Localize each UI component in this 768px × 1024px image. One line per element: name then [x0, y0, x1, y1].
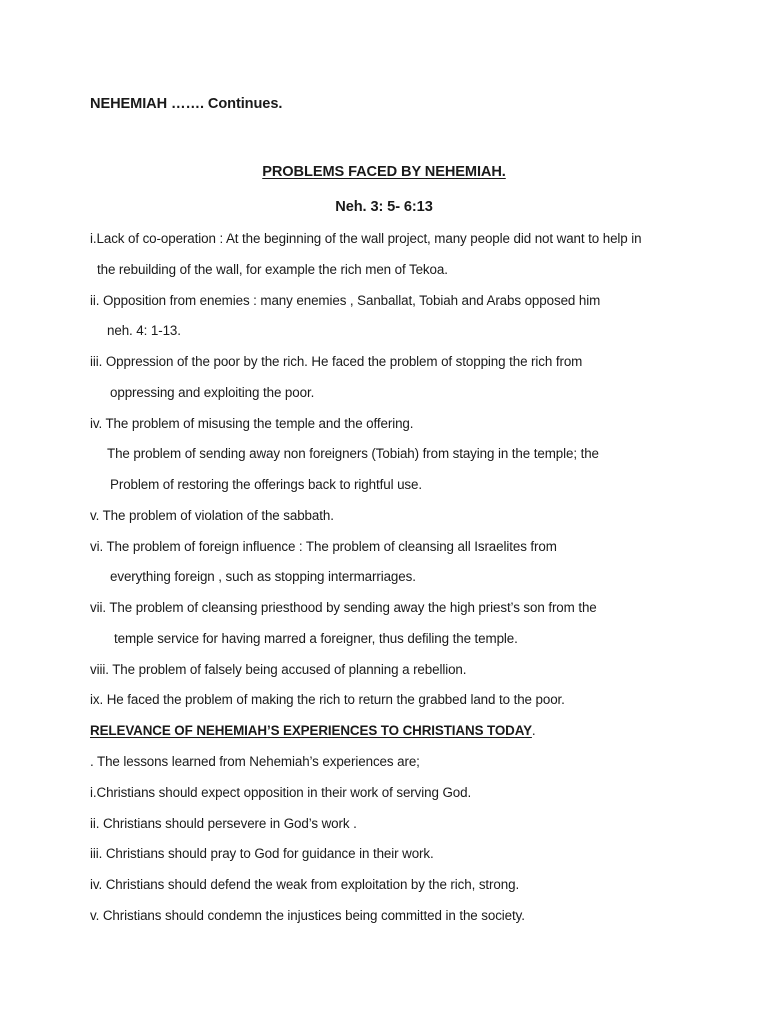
problem-line: everything foreign , such as stopping intermarriages. — [110, 569, 416, 584]
lesson-line: v. Christians should condemn the injustices being committed in the society. — [90, 908, 525, 923]
problem-line: vi. The problem of foreign influence : The problem of cleansing all Israelites from — [90, 539, 557, 554]
lesson-line: i.Christians should expect opposition in their work of serving God. — [90, 785, 472, 800]
problem-line: iv. The problem of misusing the temple and the offering. — [90, 416, 414, 431]
problem-line: neh. 4: 1-13. — [107, 323, 181, 338]
lesson-line: iii. Christians should pray to God for guidance in their work. — [90, 846, 434, 861]
problem-line: ix. He faced the problem of making the rich to return the grabbed land to the poor. — [90, 692, 565, 707]
lesson-line: . The lessons learned from Nehemiah’s experiences are; — [90, 754, 420, 769]
problem-line: v. The problem of violation of the sabbath. — [90, 508, 334, 523]
problem-line: i.Lack of co-operation : At the beginning of the wall project, many people did not want to help in — [90, 231, 642, 246]
document-title: NEHEMIAH ……. Continues. — [90, 96, 283, 112]
section-title-problems: PROBLEMS FACED BY NEHEMIAH. — [262, 164, 506, 180]
lesson-line: ii. Christians should persevere in God’s work . — [90, 816, 357, 831]
problem-line: Problem of restoring the offerings back to rightful use. — [110, 477, 422, 492]
problem-line: ii. Opposition from enemies : many enemies , Sanballat, Tobiah and Arabs opposed him — [90, 293, 601, 308]
problem-line: The problem of sending away non foreigners (Tobiah) from staying in the temple; the — [107, 446, 599, 461]
problem-line: the rebuilding of the wall, for example the rich men of Tekoa. — [97, 262, 448, 277]
section-title-relevance — [90, 722, 536, 740]
relevance-heading-text: RELEVANCE OF NEHEMIAH’S EXPERIENCES TO CHRISTIANS TODAY — [90, 723, 532, 738]
scripture-reference: Neh. 3: 5- 6:13 — [335, 199, 433, 215]
lesson-line: iv. Christians should defend the weak from exploitation by the rich, strong. — [90, 877, 520, 892]
problem-line: viii. The problem of falsely being accused of planning a rebellion. — [90, 662, 467, 677]
problem-line: temple service for having marred a foreigner, thus defiling the temple. — [114, 631, 518, 646]
problem-line: iii. Oppression of the poor by the rich. He faced the problem of stopping the rich from — [90, 354, 583, 369]
relevance-heading-suffix: . — [531, 723, 536, 738]
problem-line: vii. The problem of cleansing priesthood by sending away the high priest’s son from the — [90, 600, 597, 615]
problem-line: oppressing and exploiting the poor. — [110, 385, 315, 400]
